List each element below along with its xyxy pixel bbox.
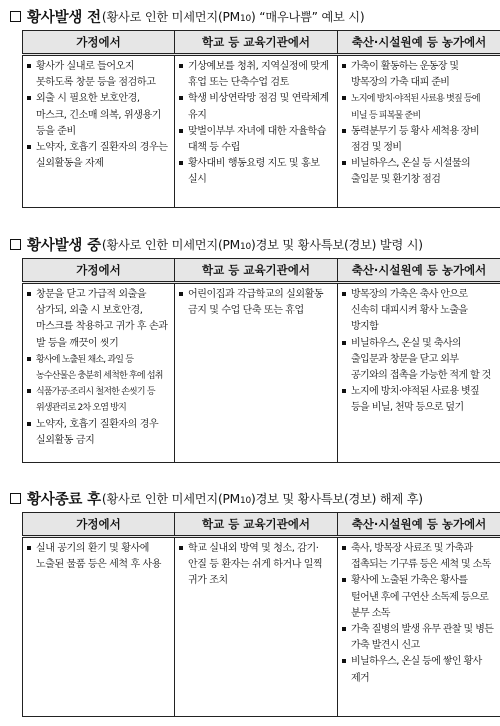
list-item: 창문을 닫고 가급적 외출을 삼가되, 외출 시 보호안경, 마스크를 착용하고 귀가 후 손과 발 등을 깨끗이 씻기 [26, 287, 171, 352]
section-after [10, 488, 494, 717]
section-during [10, 234, 490, 463]
section-subtitle: (황사로 인한 미세먼지(PM [101, 9, 240, 24]
cell-home [23, 537, 175, 717]
list-item: 노지에 방치·야적된 사료용 볏짚 등을 비닐, 천막 등으로 덮기 [341, 384, 497, 416]
list-item: 방목장의 가축은 축사 안으로 신속히 대피시켜 황사 노출을 방지함 [341, 287, 497, 336]
section-heading [10, 234, 490, 254]
cell-school [175, 55, 338, 208]
section-before [10, 6, 490, 208]
list-item: 황사대비 행동요령 지도 및 홍보 실시 [178, 156, 334, 188]
column-header-farm: 축산·시설원예 등 농가에서 [338, 513, 500, 537]
checkbox-square-icon [10, 11, 21, 22]
cell-home [23, 283, 175, 463]
list-item: 비닐하우스, 온실 등에 쌓인 황사 제거 [341, 654, 497, 686]
list-item: 황사가 실내로 들어오지 못하도록 창문 등을 점검하고 [26, 59, 171, 91]
section-title: 황사종료 후 [27, 491, 101, 508]
checkbox-square-icon [10, 493, 21, 504]
cell-school [175, 537, 338, 717]
list-item: 비닐하우스, 온실 및 축사의 출입문과 창문을 닫고 외부 공기와의 접촉을 가능한 적게 할 것 [341, 336, 497, 385]
subscript: 10 [239, 496, 252, 506]
list-item: 비닐하우스, 온실 등 시설물의 출입문 및 환기창 점검 [341, 156, 497, 188]
cell-farm [338, 55, 500, 208]
list-item: 기상예보를 청취, 지역실정에 맞게 휴업 또는 단축수업 검토 [178, 59, 334, 91]
column-header-farm: 축산·시설원예 등 농가에서 [338, 259, 500, 283]
list-item: 노지에 방치·야적된 사료용 볏짚 등에 비닐 등 피복물 준비 [341, 91, 497, 123]
list-item: 식품가공·조리시 철저한 손씻기 등 위생관리로 2차 오염 방지 [26, 384, 171, 416]
column-header-school: 학교 등 교육기관에서 [175, 513, 338, 537]
list-item: 학교 실내외 방역 및 청소, 감기·안질 등 환자는 쉬게 하거나 일찍 귀가 조치 [178, 541, 334, 590]
guideline-table [22, 512, 500, 717]
column-header-farm: 축산·시설원예 등 농가에서 [338, 31, 500, 55]
section-subtitle-end: )경보 및 황사특보(경보) 해제 후) [251, 491, 423, 506]
guideline-table [22, 30, 500, 208]
column-header-school: 학교 등 교육기관에서 [175, 259, 338, 283]
column-header-home: 가정에서 [23, 31, 175, 55]
column-header-home: 가정에서 [23, 513, 175, 537]
list-item: 가축이 활동하는 운동장 및 방목장의 가축 대피 준비 [341, 59, 497, 91]
guideline-table [22, 258, 500, 463]
section-subtitle-end: ) “매우나쁨” 예보 시) [251, 9, 365, 24]
subscript: 10 [239, 242, 252, 252]
list-item: 황사에 노출된 채소, 과일 등 농수산물은 충분히 세척한 후에 섭취 [26, 352, 171, 384]
list-item: 학생 비상연락망 점검 및 연락체계 유지 [178, 91, 334, 123]
section-subtitle: (황사로 인한 미세먼지(PM [101, 491, 240, 506]
section-title: 황사발생 전 [27, 9, 101, 26]
list-item: 동력분무기 등 황사 세척용 장비 점검 및 정비 [341, 124, 497, 156]
list-item: 축사, 방목장 사료조 및 가축과 접촉되는 기구류 등은 세척 및 소독 [341, 541, 497, 573]
cell-farm [338, 283, 500, 463]
section-subtitle: (황사로 인한 미세먼지(PM [101, 237, 240, 252]
cell-farm [338, 537, 500, 717]
cell-home [23, 55, 175, 208]
checkbox-square-icon [10, 239, 21, 250]
list-item: 외출 시 필요한 보호안경, 마스크, 긴소매 의복, 위생용기 등을 준비 [26, 91, 171, 140]
section-heading [10, 488, 490, 508]
list-item: 가축 질병의 발생 유무 관찰 및 병든 가축 발견시 신고 [341, 622, 497, 654]
list-item: 어린이집과 각급학교의 실외활동 금지 및 수업 단축 또는 휴업 [178, 287, 334, 319]
list-item: 실내 공기의 환기 및 황사에 노출된 물품 등은 세척 후 사용 [26, 541, 171, 573]
section-title: 황사발생 중 [27, 237, 101, 254]
cell-school [175, 283, 338, 463]
column-header-school: 학교 등 교육기관에서 [175, 31, 338, 55]
list-item: 맞벌이부부 자녀에 대한 자율학습 대책 등 수립 [178, 124, 334, 156]
list-item: 노약자, 호흡기 질환자의 경우 실외활동 금지 [26, 417, 171, 449]
section-heading [10, 6, 490, 26]
list-item: 노약자, 호흡기 질환자의 경우는 실외활동을 자제 [26, 140, 171, 172]
list-item: 황사에 노출된 가축은 황사를 털어낸 후에 구연산 소독제 등으로 분무 소독 [341, 573, 497, 622]
subscript: 10 [239, 14, 252, 24]
column-header-home: 가정에서 [23, 259, 175, 283]
section-subtitle-end: )경보 및 황사특보(경보) 발령 시) [251, 237, 423, 252]
